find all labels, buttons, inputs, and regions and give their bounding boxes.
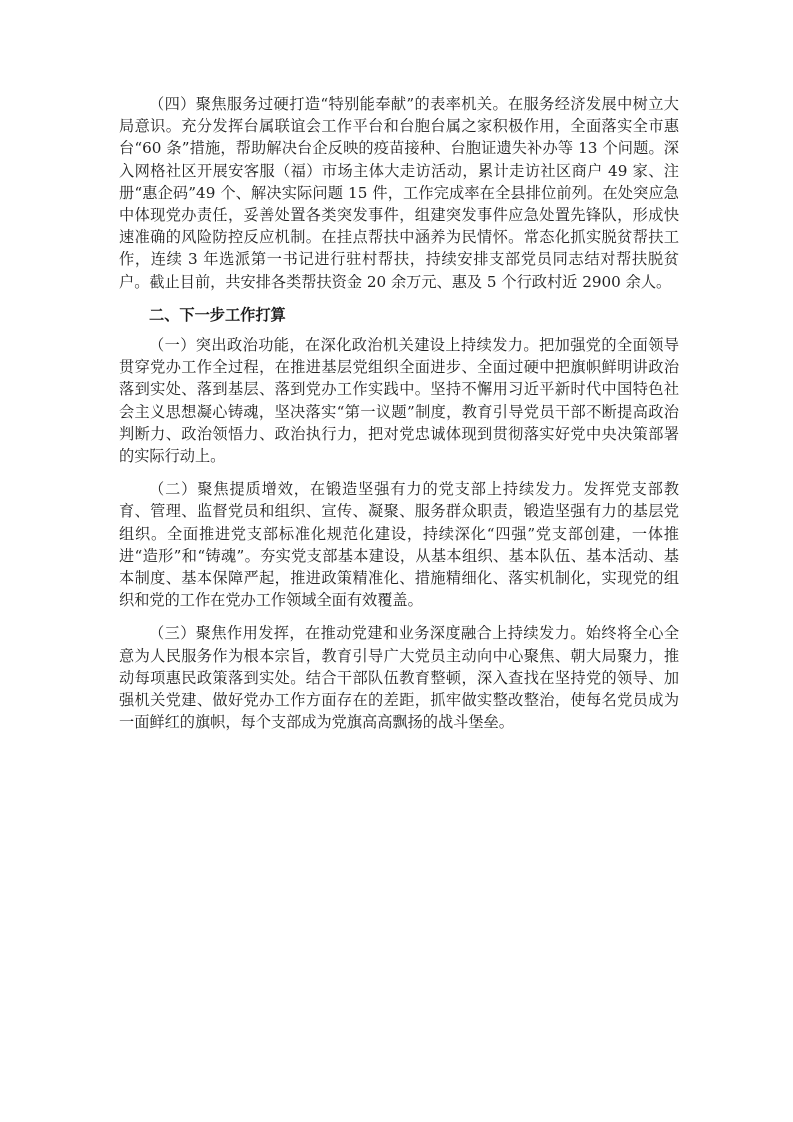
document-body [119, 93, 679, 744]
section-heading-next-steps: 二、下一步工作打算 [149, 305, 286, 324]
paragraph-integration-business: （三）聚焦作用发挥，在推动党建和业务深度融合上持续发力。始终将全心全意为人民服务作为根本宗旨，教育引导广大党员主动向中心聚焦、朝大局聚力，推动每项惠民政策落到实处。结合干部队伍教育整顿，深入查找在坚持党的领导、加强机关党建、做好党办工作方面存在的差距，抓牢做实整改整治，使每名党员成为一面鲜红的旗帜，每个支部成为党旗高高飘扬的战斗堡垒。 [119, 624, 679, 732]
paragraph-service-dedication: （四）聚焦服务过硬打造“特别能奉献”的表率机关。在服务经济发展中树立大局意识。充分发挥台属联谊会工作平台和台胞台属之家积极作用，全面落实全市惠台“60 条”措施，帮助解决台企反映的疫苗接种、台胞证遗失补办等 13 个问题。深入网格社区开展安客服（福）市场主体大走访活动，累计走访社区商户 49 家、注册“惠企码”49 个、解决实际问题 15 件，工作完成率在全县排位前列。在处突应急中体现党办责任，妥善处置各类突发事件，组建突发事件应急处置先锋队，形成快速准确的风险防控反应机制。在挂点帮扶中涵养为民情怀。常态化抓实脱贫帮扶工作，连续 3 年选派第一书记进行驻村帮扶，持续安排支部党员同志结对帮扶脱贫户。截止目前，共安排各类帮扶资金 20 余万元、惠及 5 个行政村近 2900 余人。 [119, 95, 679, 291]
paragraph-political-function: （一）突出政治功能，在深化政治机关建设上持续发力。把加强党的全面领导贯穿党办工作全过程，在推进基层党组织全面进步、全面过硬中把旗帜鲜明讲政治落到实处、落到基层、落到党办工作实践中。坚持不懈用习近平新时代中国特色社会主义思想凝心铸魂，坚决落实“第一议题”制度，教育引导党员干部不断提高政治判断力、政治领悟力、政治执行力，把对党忠诚体现到贯彻落实好党中央决策部署的实际行动上。 [119, 336, 679, 466]
paragraph-party-branch-quality: （二）聚焦提质增效，在锻造坚强有力的党支部上持续发力。发挥党支部教育、管理、监督党员和组织、宣传、凝聚、服务群众职责，锻造坚强有力的基层党组织。全面推进党支部标准化规范化建设，持续深化“四强”党支部创建，一体推进“造形”和“铸魂”。夯实党支部基本建设，从基本组织、基本队伍、基本活动、基本制度、基本保障严起，推进政策精准化、措施精细化、落实机制化，实现党的组织和党的工作在党办工作领域全面有效覆盖。 [119, 480, 679, 610]
